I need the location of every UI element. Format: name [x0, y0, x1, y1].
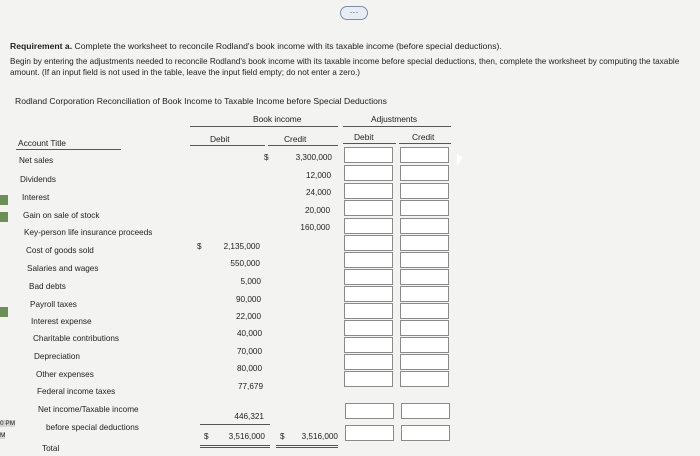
left-edge-tab-icon [0, 307, 8, 317]
row-label: Gain on sale of stock [23, 211, 100, 220]
adj-debit-input[interactable] [344, 147, 393, 163]
adj-credit-input[interactable] [400, 337, 449, 353]
credit-value: 20,000 [304, 206, 330, 215]
adj-debit-input[interactable] [345, 403, 394, 419]
adj-credit-input[interactable] [400, 147, 449, 163]
debit-value: 40,000 [236, 329, 262, 338]
credit-underline [268, 145, 338, 146]
adj-credit-input[interactable] [400, 303, 449, 319]
total-credit-value: 3,516,000 [301, 432, 338, 441]
adj-debit-input[interactable] [344, 200, 393, 216]
adj-credit-input[interactable] [400, 165, 449, 181]
adj-debit-input[interactable] [345, 425, 394, 441]
credit-value: 12,000 [305, 171, 331, 180]
row-label: Cost of goods sold [26, 246, 94, 255]
expand-button[interactable]: ⋯ [340, 6, 368, 20]
account-title-header: Account Title [18, 138, 66, 148]
adj-credit-header: Credit [412, 132, 435, 142]
adj-credit-input[interactable] [400, 286, 449, 302]
debit-value: 77,679 [237, 382, 263, 391]
net-income-label-2: before special deductions [46, 423, 139, 432]
row-label: Other expenses [36, 370, 94, 379]
adj-credit-input[interactable] [401, 403, 450, 419]
total-credit-double-underline [276, 445, 338, 446]
left-edge-tab-icon [0, 212, 8, 222]
adj-credit-input[interactable] [400, 183, 449, 199]
credit-value: 3,300,000 [295, 153, 332, 162]
credit-header: Credit [284, 134, 307, 144]
debit-underline [190, 145, 265, 146]
credit-value: 160,000 [300, 223, 330, 232]
requirement-heading [10, 41, 690, 52]
requirement-prefix: Requirement a. [10, 41, 73, 51]
dollar-sign: $ [197, 242, 202, 251]
adjustments-header: Adjustments [371, 114, 418, 124]
adj-debit-input[interactable] [344, 371, 393, 387]
row-label: Interest expense [31, 317, 92, 326]
adj-debit-input[interactable] [344, 252, 393, 268]
adj-debit-underline [343, 143, 396, 144]
row-label: Charitable contributions [33, 334, 120, 343]
row-label: Salaries and wages [27, 264, 99, 273]
adj-debit-input[interactable] [344, 354, 393, 370]
total-debit-value: 3,516,000 [228, 432, 265, 441]
debit-value: 550,000 [230, 259, 260, 268]
adj-credit-input[interactable] [400, 371, 449, 387]
adj-credit-input[interactable] [400, 320, 449, 336]
adj-credit-input[interactable] [400, 269, 449, 285]
adj-debit-header: Debit [354, 132, 374, 142]
adj-credit-underline [399, 143, 451, 144]
adjustments-underline [343, 126, 451, 127]
debit-value: 80,000 [236, 364, 262, 373]
debit-value: 90,000 [235, 295, 261, 304]
left-edge-tab-icon [0, 195, 8, 205]
adj-debit-input[interactable] [344, 303, 393, 319]
mouse-cursor-icon [457, 154, 463, 166]
row-label: Dividends [20, 175, 56, 184]
credit-value: 24,000 [305, 188, 331, 197]
net-income-value: 446,321 [234, 412, 264, 421]
row-label: Net sales [19, 156, 54, 165]
account-title-underline [16, 149, 121, 150]
adj-credit-input[interactable] [400, 235, 449, 251]
adj-debit-input[interactable] [344, 320, 393, 336]
debit-value: 70,000 [236, 347, 262, 356]
dollar-sign: $ [264, 153, 269, 162]
adj-credit-input[interactable] [401, 425, 450, 441]
adj-debit-input[interactable] [344, 218, 393, 234]
row-label: Depreciation [34, 352, 80, 361]
left-edge-time: 0 PM [0, 420, 16, 427]
net-income-underline [200, 424, 270, 425]
dollar-sign: $ [204, 432, 209, 441]
net-income-label: Net income/Taxable income [38, 405, 139, 414]
adj-debit-input[interactable] [344, 183, 393, 199]
instructions-text: Begin by entering the adjustments needed to reconcile Rodland's book income with its taxable income before special deductions, then, complete the worksheet by computing the taxable amount. (If an input field is not used in the table, leave the input field empty; do not enter a zero.) [10, 57, 680, 77]
adj-debit-input[interactable] [344, 286, 393, 302]
row-label: Federal income taxes [37, 387, 116, 396]
debit-value: 22,000 [235, 312, 261, 321]
book-income-underline [190, 126, 338, 127]
adj-debit-input[interactable] [344, 235, 393, 251]
row-label: Payroll taxes [30, 300, 77, 309]
requirement-text: Complete the worksheet to reconcile Rodland's book income with its taxable income (before special deductions). [72, 41, 502, 51]
dollar-sign: $ [280, 432, 285, 441]
book-income-header: Book income [253, 114, 302, 124]
adj-credit-input[interactable] [400, 200, 449, 216]
adj-credit-input[interactable] [400, 218, 449, 234]
row-label: Key-person life insurance proceeds [24, 228, 153, 237]
adj-debit-input[interactable] [344, 269, 393, 285]
left-edge-code: M [0, 432, 6, 439]
debit-value: 2,135,000 [223, 242, 260, 251]
row-label: Bad debts [29, 282, 66, 291]
adj-debit-input[interactable] [344, 337, 393, 353]
adj-credit-input[interactable] [400, 354, 449, 370]
adj-debit-input[interactable] [344, 165, 393, 181]
debit-value: 5,000 [240, 277, 261, 286]
adj-credit-input[interactable] [400, 252, 449, 268]
total-debit-double-underline [200, 445, 270, 446]
row-label: Interest [22, 193, 50, 202]
worksheet-title: Rodland Corporation Reconciliation of Book Income to Taxable Income before Special Deductions [15, 96, 387, 106]
total-label: Total [42, 444, 60, 453]
debit-header: Debit [210, 134, 230, 144]
